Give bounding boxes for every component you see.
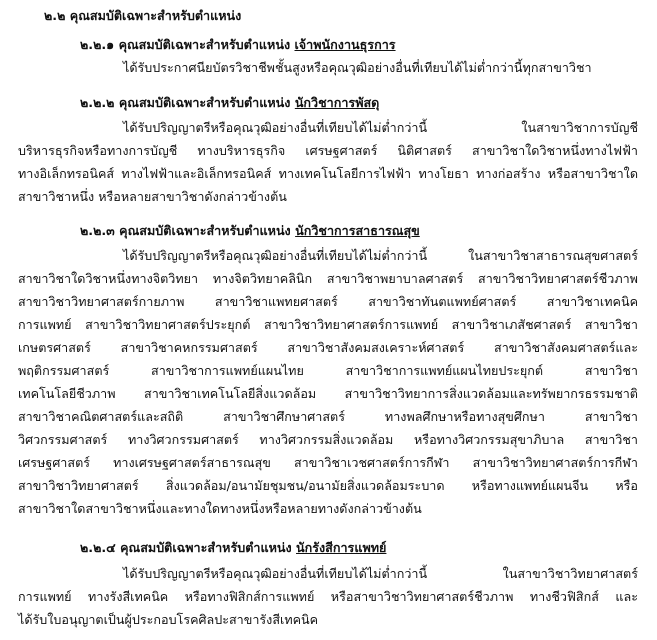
body-line: บริหารธุรกิจหรือทางการบัญชี ทางบริหารธุรกิจ เศรษฐศาสตร์ นิติศาสตร์ สาขาวิชาใดวิชาหนึ่งทางไฟฟ้า: [18, 143, 638, 158]
item-number: ๒.๒.๑: [80, 37, 115, 52]
body-line: ทางอิเล็กทรอนิคส์ ทางไฟฟ้าและอิเล็กทรอนิคส์ ทางเทคโนโลยีการไฟฟ้า ทางโยธา ทางก่อสร้าง หรือสาขาวิชาใด: [18, 166, 638, 181]
body-line: เกษตรศาสตร์ สาขาวิชาคหกรรมศาสตร์ สาขาวิชาสังคมสงเคราะห์ศาสตร์ สาขาวิชาสังคมศาสตร์และ: [18, 340, 638, 355]
position-title: นักวิชาการสาธารณสุข: [295, 223, 420, 238]
body-line: ได้รับปริญญาตรีหรือคุณวุฒิอย่างอื่นที่เทียบได้ไม่ต่ำกว่านี้ ในสาขาวิชาวิทยาศาสตร์: [123, 566, 638, 581]
body-line: เทคโนโลยีชีวภาพ สาขาวิชาเทคโนโลยีสิ่งแวดล้อม สาขาวิชาวิทยาการสิ่งแวดล้อมและทรัพยากรธรรมชาติ: [18, 386, 638, 401]
body-line: การแพทย์ ทางรังสีเทคนิค หรือทางฟิสิกส์การแพทย์ หรือสาขาวิชาวิทยาศาสตร์ชีวภาพ ทางชีวฟิสิกส์ และ: [18, 589, 638, 604]
section-heading: ๒.๒ คุณสมบัติเฉพาะสำหรับตำแหน่ง: [44, 8, 242, 23]
body-line: สาขาวิชาวิทยาศาสตร์กายภาพ สาขาวิชาแพทยศาสตร์ สาขาวิชาทันตแพทย์ศาสตร์ สาขาวิชาเทคนิค: [18, 294, 638, 309]
item-label: คุณสมบัติเฉพาะสำหรับตำแหน่ง: [120, 540, 292, 555]
body-line: ได้รับประกาศนียบัตรวิชาชีพชั้นสูงหรือคุณวุฒิอย่างอื่นที่เทียบได้ไม่ต่ำกว่านี้ทุกสาขาวิชา: [123, 60, 592, 75]
body-line: สาขาวิชาวิทยาศาสตร์ สิ่งแวดล้อม/อนามัยชุมชน/อนามัยสิ่งแวดล้อมระบาด หรือทางแพทย์แผนจีน หรือ: [18, 478, 638, 493]
item-label: คุณสมบัติเฉพาะสำหรับตำแหน่ง: [118, 95, 291, 110]
position-title: นักวิชาการพัสดุ: [294, 95, 380, 110]
item-heading: [80, 93, 379, 113]
item-heading: [80, 221, 420, 241]
position-title: เจ้าพนักงานธุรการ: [294, 37, 396, 52]
body-line: สาขาวิชาคณิตศาสตร์และสถิติ สาขาวิชาศึกษาศาสตร์ ทางพลศึกษาหรือทางสุขศึกษา สาขาวิชา: [18, 409, 638, 424]
body-line: วิศวกรรมศาสตร์ ทางวิศวกรรมศาสตร์ ทางวิศวกรรมสิ่งแวดล้อม หรือทางวิศวกรรมสุขาภิบาล สาขาวิชา: [18, 432, 638, 447]
body-line: พฤติกรรมศาสตร์ สาขาวิชาการแพทย์แผนไทย สาขาวิชาการแพทย์แผนไทยประยุกต์ สาขาวิชา: [18, 363, 638, 378]
item-heading: [80, 538, 386, 558]
item-number: ๒.๒.๓: [80, 223, 115, 238]
item-number: ๒.๒.๔: [80, 540, 116, 555]
item-label: คุณสมบัติเฉพาะสำหรับตำแหน่ง: [119, 223, 291, 238]
position-title: นักรังสีการแพทย์: [296, 540, 387, 555]
body-line: เศรษฐศาสตร์ ทางเศรษฐศาสตร์สาธารณสุข สาขาวิชาเวชศาสตร์การกีฬา สาขาวิชาวิทยาศาสตร์การกีฬา: [18, 455, 638, 470]
body-line: ได้รับปริญญาตรีหรือคุณวุฒิอย่างอื่นที่เทียบได้ไม่ต่ำกว่านี้ ในสาขาวิชาสาธารณสุขศาสตร์: [123, 248, 638, 263]
body-line: สาขาวิชาหนึ่ง หรือหลายสาขาวิชาดังกล่าวข้างต้น: [18, 189, 287, 204]
body-line: ได้รับปริญญาตรีหรือคุณวุฒิอย่างอื่นที่เทียบได้ไม่ต่ำกว่านี้ ในสาขาวิชาการบัญชี: [123, 120, 638, 135]
body-line: สาขาวิชาใดสาขาวิชาหนึ่งและทางใดทางหนึ่งหรือหลายทางดังกล่าวข้างต้น: [18, 501, 422, 516]
item-heading: [80, 35, 396, 55]
item-label: คุณสมบัติเฉพาะสำหรับตำแหน่ง: [118, 37, 291, 52]
body-line: การแพทย์ สาขาวิชาวิทยาศาสตร์ประยุกต์ สาขาวิชาวิทยาศาสตร์การแพทย์ สาขาวิชาเภสัชศาสตร์ สาขาวิชา: [18, 317, 638, 332]
item-number: ๒.๒.๒: [80, 95, 115, 110]
body-line: สาขาวิชาใดวิชาหนึ่งทางจิตวิทยา ทางจิตวิทยาคลินิก สาขาวิชาพยาบาลศาสตร์ สาขาวิชาวิทยาศาสตร์ชีวภาพ: [18, 271, 638, 286]
body-line: ได้รับใบอนุญาตเป็นผู้ประกอบโรคศิลปะสาขารังสีเทคนิค: [18, 612, 319, 627]
